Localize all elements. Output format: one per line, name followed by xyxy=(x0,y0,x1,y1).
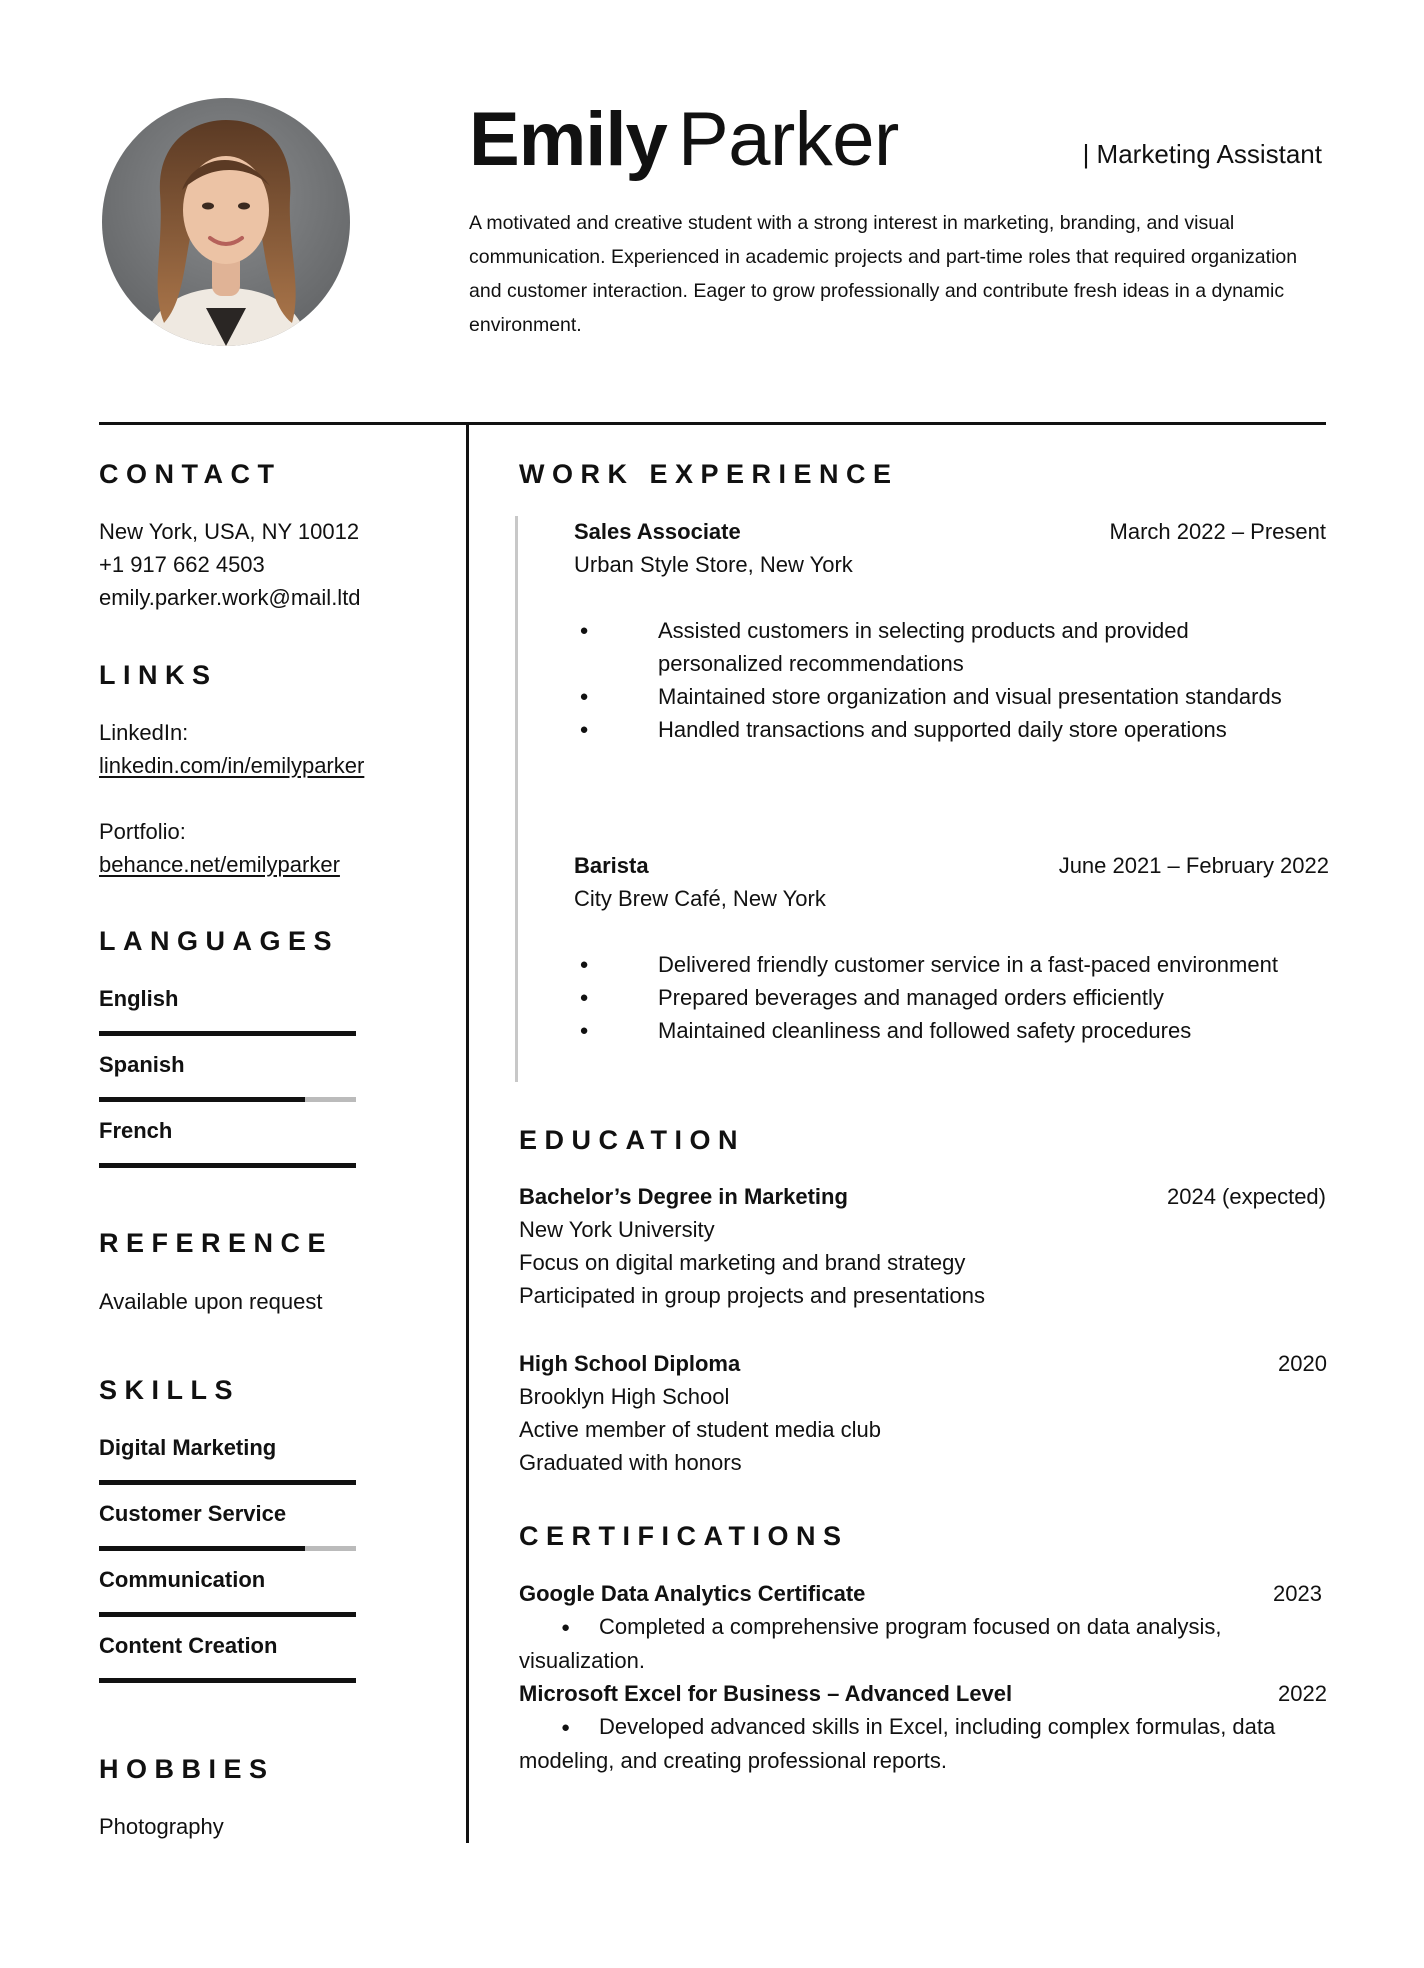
linkedin-label: LinkedIn: xyxy=(99,720,189,745)
job-bullets xyxy=(574,948,1294,1047)
list-item: ● Assisted customers in selecting products and provided personalized recommendations xyxy=(574,614,1294,680)
education-heading: EDUCATION xyxy=(519,1125,745,1155)
education-degree: Bachelor’s Degree in Marketing xyxy=(519,1184,848,1209)
job-title: Barista xyxy=(574,853,649,878)
horizontal-divider xyxy=(99,422,1326,425)
language-level-bar xyxy=(99,1163,356,1168)
hobby-item: Photography xyxy=(99,1814,224,1839)
language-name: English xyxy=(99,986,179,1011)
job-dates: June 2021 – February 2022 xyxy=(1058,853,1329,878)
education-school: Brooklyn High School xyxy=(519,1384,730,1409)
portfolio-link[interactable]: behance.net/emilyparker xyxy=(99,852,340,877)
job-bullets xyxy=(574,614,1294,746)
bullet-icon: ● xyxy=(561,1719,571,1736)
skill-level-bar xyxy=(99,1612,356,1617)
skill-name: Communication xyxy=(99,1567,266,1592)
list-item: ● Delivered friendly customer service in a fast-paced environment xyxy=(574,948,1294,981)
reference-text: Available upon request xyxy=(99,1289,323,1314)
bullet-icon: ● xyxy=(561,1619,571,1636)
list-item: ● Maintained cleanliness and followed safety procedures xyxy=(574,1014,1294,1047)
education-detail: Participated in group projects and presentations xyxy=(519,1283,985,1308)
skill-name: Digital Marketing xyxy=(99,1435,277,1460)
contact-email[interactable]: emily.parker.work@mail.ltd xyxy=(99,585,361,610)
certifications-heading: CERTIFICATIONS xyxy=(519,1521,849,1551)
experience-timeline-rule xyxy=(515,516,518,1082)
reference-heading: REFERENCE xyxy=(99,1228,334,1258)
profile-photo xyxy=(102,98,350,346)
certification-name: Google Data Analytics Certificate xyxy=(519,1581,866,1606)
job-dates: March 2022 – Present xyxy=(1109,519,1326,544)
vertical-divider xyxy=(466,422,469,1843)
linkedin-link[interactable]: linkedin.com/in/emilyparker xyxy=(99,753,365,778)
languages-heading: LANGUAGES xyxy=(99,926,340,956)
profile-summary: A motivated and creative student with a strong interest in marketing, branding, and visual communication. Experienced in academic projects and part-time roles that required organization and customer interaction. Eager to grow professionally and contribute fresh ideas in a dynamic environment. xyxy=(469,212,1298,336)
profile-photo-portrait xyxy=(102,98,350,346)
certification-description: ● Completed a comprehensive program focused on data analysis, visualization. xyxy=(519,1610,1299,1677)
job-title: Sales Associate xyxy=(574,519,741,544)
portfolio-label: Portfolio: xyxy=(99,819,186,844)
job-company: Urban Style Store, New York xyxy=(574,552,853,577)
job-title: | Marketing Assistant xyxy=(1082,139,1322,169)
name-last: Parker xyxy=(678,97,899,182)
certification-year: 2022 xyxy=(1278,1681,1327,1706)
education-year: 2020 xyxy=(1278,1351,1327,1376)
contact-address: New York, USA, NY 10012 xyxy=(99,519,360,544)
certification-name: Microsoft Excel for Business – Advanced Level xyxy=(519,1681,1013,1706)
certification-year: 2023 xyxy=(1273,1581,1322,1606)
education-school: New York University xyxy=(519,1217,715,1242)
hobbies-heading: HOBBIES xyxy=(99,1754,275,1784)
language-name: French xyxy=(99,1118,173,1143)
education-detail: Focus on digital marketing and brand strategy xyxy=(519,1250,966,1275)
skill-name: Content Creation xyxy=(99,1633,278,1658)
certification-description: ● Developed advanced skills in Excel, including complex formulas, data modeling, and creating professional reports. xyxy=(519,1710,1309,1777)
job-company: City Brew Café, New York xyxy=(574,886,826,911)
name-first: Emily xyxy=(469,97,667,182)
links-heading: LINKS xyxy=(99,660,218,690)
contact-phone[interactable]: +1 917 662 4503 xyxy=(99,552,265,577)
skill-name: Customer Service xyxy=(99,1501,287,1526)
contact-heading: CONTACT xyxy=(99,459,282,489)
skill-level-bar xyxy=(99,1480,356,1485)
language-level-bar xyxy=(99,1031,356,1036)
education-detail: Active member of student media club xyxy=(519,1417,881,1442)
list-item: ● Handled transactions and supported daily store operations xyxy=(574,713,1294,746)
skill-level-bar xyxy=(99,1546,356,1551)
work-experience-heading: WORK EXPERIENCE xyxy=(519,459,899,489)
education-detail: Graduated with honors xyxy=(519,1450,742,1475)
skills-heading: SKILLS xyxy=(99,1375,241,1405)
skill-level-bar xyxy=(99,1678,356,1683)
language-level-bar xyxy=(99,1097,356,1102)
language-name: Spanish xyxy=(99,1052,185,1077)
list-item: ● Prepared beverages and managed orders efficiently xyxy=(574,981,1294,1014)
education-degree: High School Diploma xyxy=(519,1351,741,1376)
list-item: ● Maintained store organization and visual presentation standards xyxy=(574,680,1294,713)
education-year: 2024 (expected) xyxy=(1167,1184,1326,1209)
